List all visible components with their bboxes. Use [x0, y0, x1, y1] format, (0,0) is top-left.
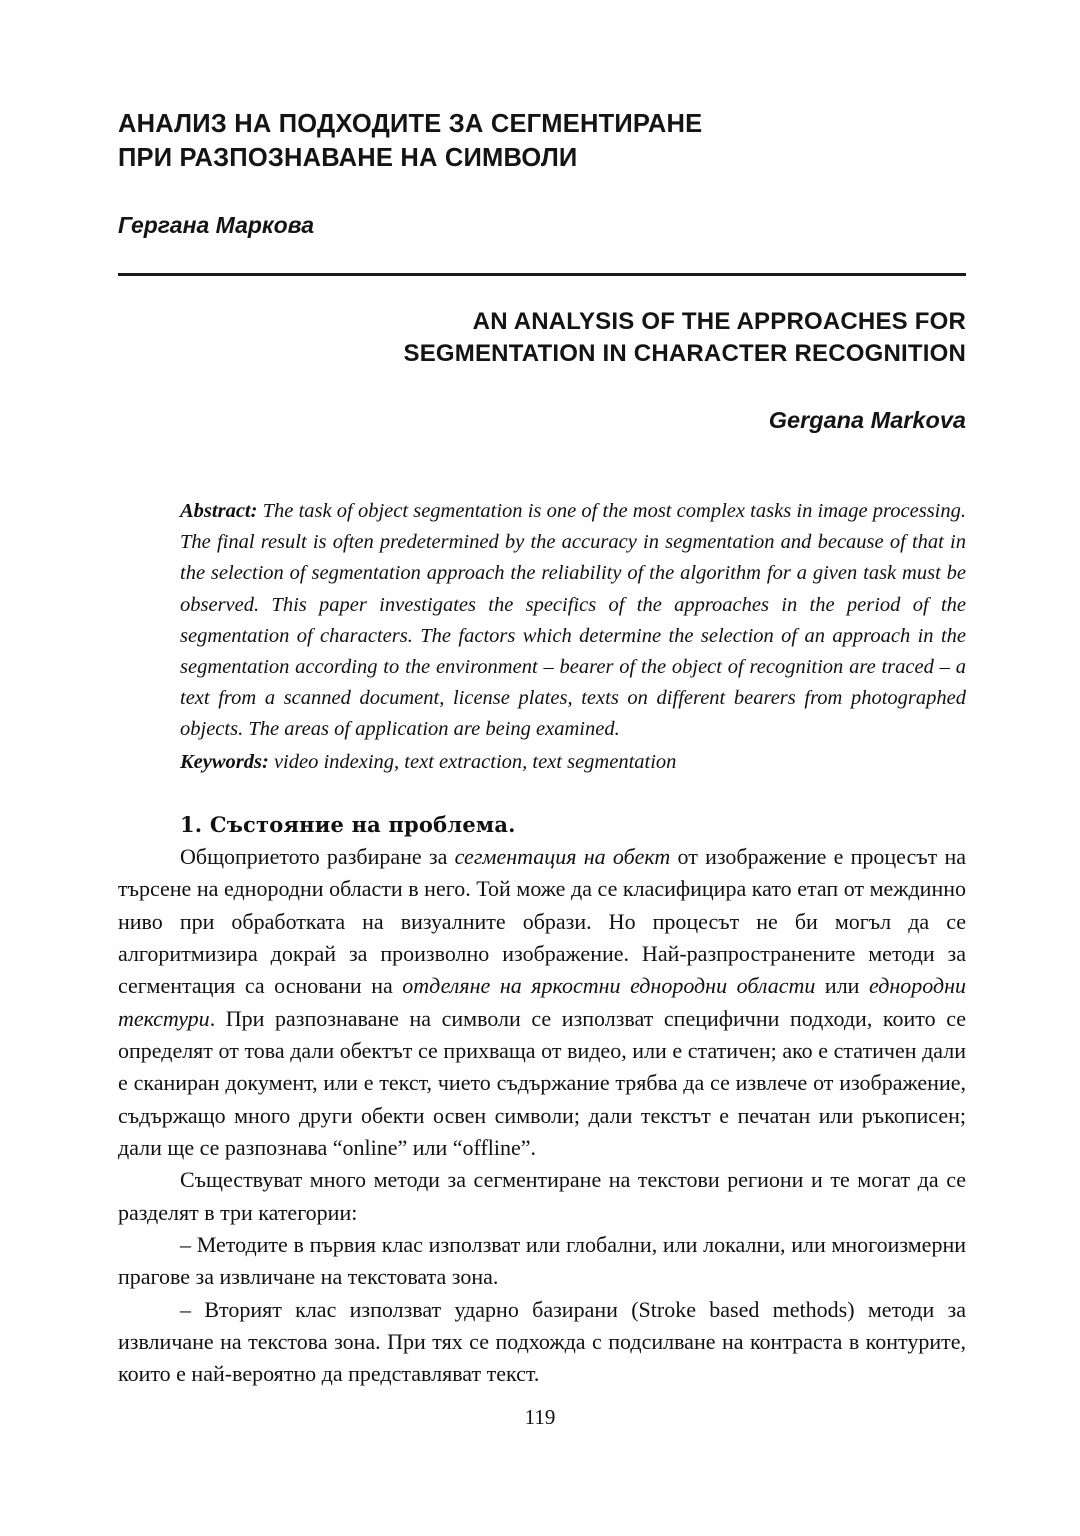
paragraph-4: – Вторият клас използват ударно базирани (Stroke based methods) методи за извличане на текстова зона. При тях се подхожда с подсилване на контраста в контурите, които е най-вероятно да представляват текст.: [118, 1296, 966, 1387]
body-text: [118, 841, 966, 1391]
paragraph-1-part-1: Общоприетото разбиране за: [180, 844, 455, 870]
english-title: [118, 306, 966, 371]
keywords-text: video indexing, text extraction, text segmentation: [268, 751, 677, 774]
keywords-paragraph: [180, 747, 966, 778]
page-number: 119: [524, 1405, 556, 1429]
paragraph-1-part-4: . При разпознаване на символи се използват специфични подходи, които се определят от това дали обектът се прихваща от видео, или е статичен; ако е статичен дали е сканиран документ, или е текст, чието съдържание трябва да се извлече от изображение, съдържащо много други обекти освен символи; дали текстът е печатан или ръкописен; дали ще се разпознава “online” или “offline”.: [118, 1005, 966, 1161]
abstract-block: [180, 496, 966, 778]
page-content: [118, 108, 966, 1391]
keywords-label: Keywords:: [180, 751, 269, 774]
paragraph-3: – Методите в първия клас използват или глобални, или локални, или многоизмерни прагове за извличане на текстовата зона.: [118, 1232, 966, 1290]
paragraph-1: [118, 841, 966, 1164]
bulgarian-title: [118, 108, 966, 176]
abstract-label: Abstract:: [180, 500, 258, 523]
bulgarian-title-line-2: ПРИ РАЗПОЗНАВАНЕ НА СИМВОЛИ: [118, 143, 578, 172]
paragraph-1-italic-2: отделяне на яркостни еднородни области: [402, 973, 816, 999]
paragraph-2: Съществуват много методи за сегментиране на текстови региони и те могат да се разделят в три категории:: [118, 1167, 966, 1225]
paragraph-1-part-2: от изображение е процесът на търсене на еднородни области в него. Той може да се класифицира като етап от междинно ниво при обработката на визуалните образи. Но процесът не би могъл да се алгоритмизира докрай за произволно изображение. Най-разпространените методи за сегментация са основани на: [118, 844, 966, 999]
bulgarian-author: Гергана Маркова: [118, 211, 315, 238]
section-heading: 1. Състояние на проблема.: [180, 812, 516, 838]
bulgarian-title-line-1: АНАЛИЗ НА ПОДХОДИТЕ ЗА СЕГМЕНТИРАНЕ: [118, 110, 703, 138]
english-author: Gergana Markova: [768, 407, 966, 434]
paragraph-1-italic-3: еднородни текстури: [118, 973, 966, 1031]
horizontal-rule: [118, 273, 966, 276]
abstract-paragraph: [180, 496, 966, 745]
english-title-line-2: SEGMENTATION IN CHARACTER RECOGNITION: [403, 340, 966, 368]
paragraph-1-part-3: или: [815, 973, 869, 999]
paragraph-1-italic-1: сегментация на обект: [454, 844, 671, 870]
english-title-line-1: AN ANALYSIS OF THE APPROACHES FOR: [472, 307, 966, 335]
abstract-text: The task of object segmentation is one of the most complex tasks in image processing. The final result is often predetermined by the accuracy in segmentation and because of that in the selection of segmentation approach the reliability of the algorithm for a given task must be observed. This paper investigates the specifics of the approaches in the period of the segmentation of characters. The factors which determine the selection of an approach in the segmentation according to the environment – bearer of the object of recognition are traced – a text from a scanned document, license plates, texts on different bearers from photographed objects. The areas of application are being examined.: [180, 500, 966, 741]
